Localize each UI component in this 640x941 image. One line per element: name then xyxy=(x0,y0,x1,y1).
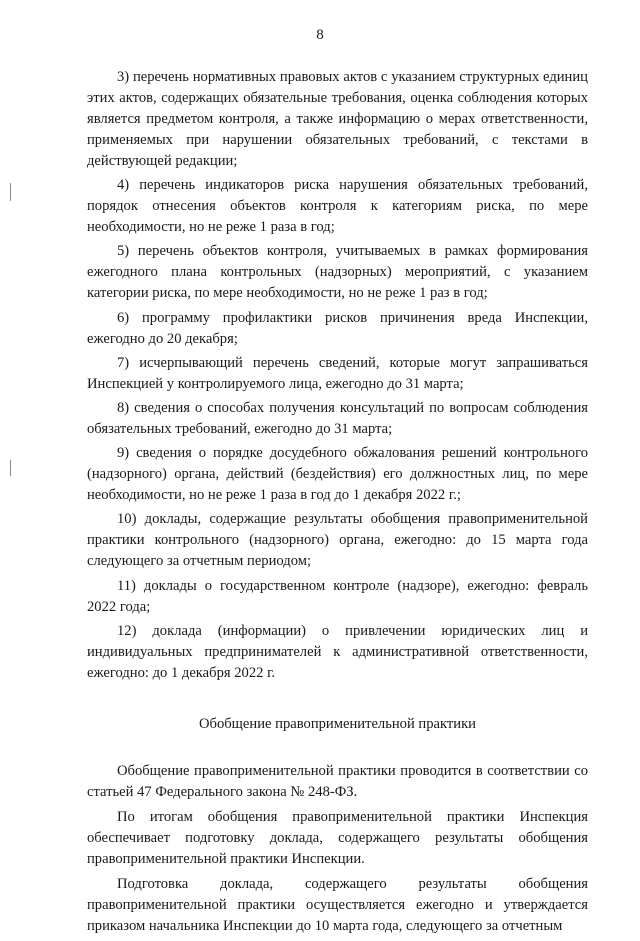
section-paragraph: Обобщение правоприменительной практики проводится в соответствии со статьей 47 Федерального закона № 248-ФЗ. xyxy=(87,762,588,800)
page-number: 8 xyxy=(316,27,324,43)
list-item: 12) доклада (информации) о привлечении юридических лиц и индивидуальных предпринимателей к административной ответственности, ежегодно: до 1 декабря 2022 г. xyxy=(87,622,588,681)
list-item: 5) перечень объектов контроля, учитываемых в рамках формирования ежегодного плана контрольных (надзорных) мероприятий, с указанием категории риска, по мере необходимости, но не реже 1 раз в год; xyxy=(87,243,588,302)
document-body xyxy=(87,67,588,941)
margin-mark-upper xyxy=(10,183,11,201)
list-item: 9) сведения о порядке досудебного обжалования решений контрольного (надзорного) органа, действий (бездействия) его должностных лиц, по мере необходимости, но не реже 1 раза в год до 1 декабря 2022 г.; xyxy=(87,445,588,504)
margin-mark-lower xyxy=(10,460,11,476)
section-heading: Обобщение правоприменительной практики xyxy=(199,715,476,732)
list-item: 10) доклады, содержащие результаты обобщения правоприменительной практики контрольного (надзорного) органа, ежегодно: до 15 марта года следующего за отчетным периодом; xyxy=(87,511,588,570)
list-item: 3) перечень нормативных правовых актов с указанием структурных единиц этих актов, содержащих обязательные требования, оценка соблюдения которых является предметом контроля, а также информацию о мерах ответственности, применяемых при нарушении обязательных требований, с текстами в действующей редакции; xyxy=(87,69,588,169)
list-item: 11) доклады о государственном контроле (надзоре), ежегодно: февраль 2022 года; xyxy=(87,577,588,615)
section-paragraph: Подготовка доклада, содержащего результаты обобщения правоприменительной практики осуществляется ежегодно и утверждается приказом начальника Инспекции до 10 марта года, следующего за отчетным xyxy=(87,875,588,934)
list-item: 6) программу профилактики рисков причинения вреда Инспекции, ежегодно до 20 декабря; xyxy=(87,309,588,347)
list-item: 4) перечень индикаторов риска нарушения обязательных требований, порядок отнесения объектов контроля к категориям риска, по мере необходимости, но не реже 1 раза в год; xyxy=(87,177,588,236)
list-item: 8) сведения о способах получения консультаций по вопросам соблюдения обязательных требований, ежегодно до 31 марта; xyxy=(87,399,588,437)
list-item: 7) исчерпывающий перечень сведений, которые могут запрашиваться Инспекцией у контролируемого лица, ежегодно до 31 марта; xyxy=(87,354,588,392)
section-paragraph: По итогам обобщения правоприменительной практики Инспекция обеспечивает подготовку доклада, содержащего результаты обобщения правоприменительной практики Инспекции. xyxy=(87,808,588,867)
